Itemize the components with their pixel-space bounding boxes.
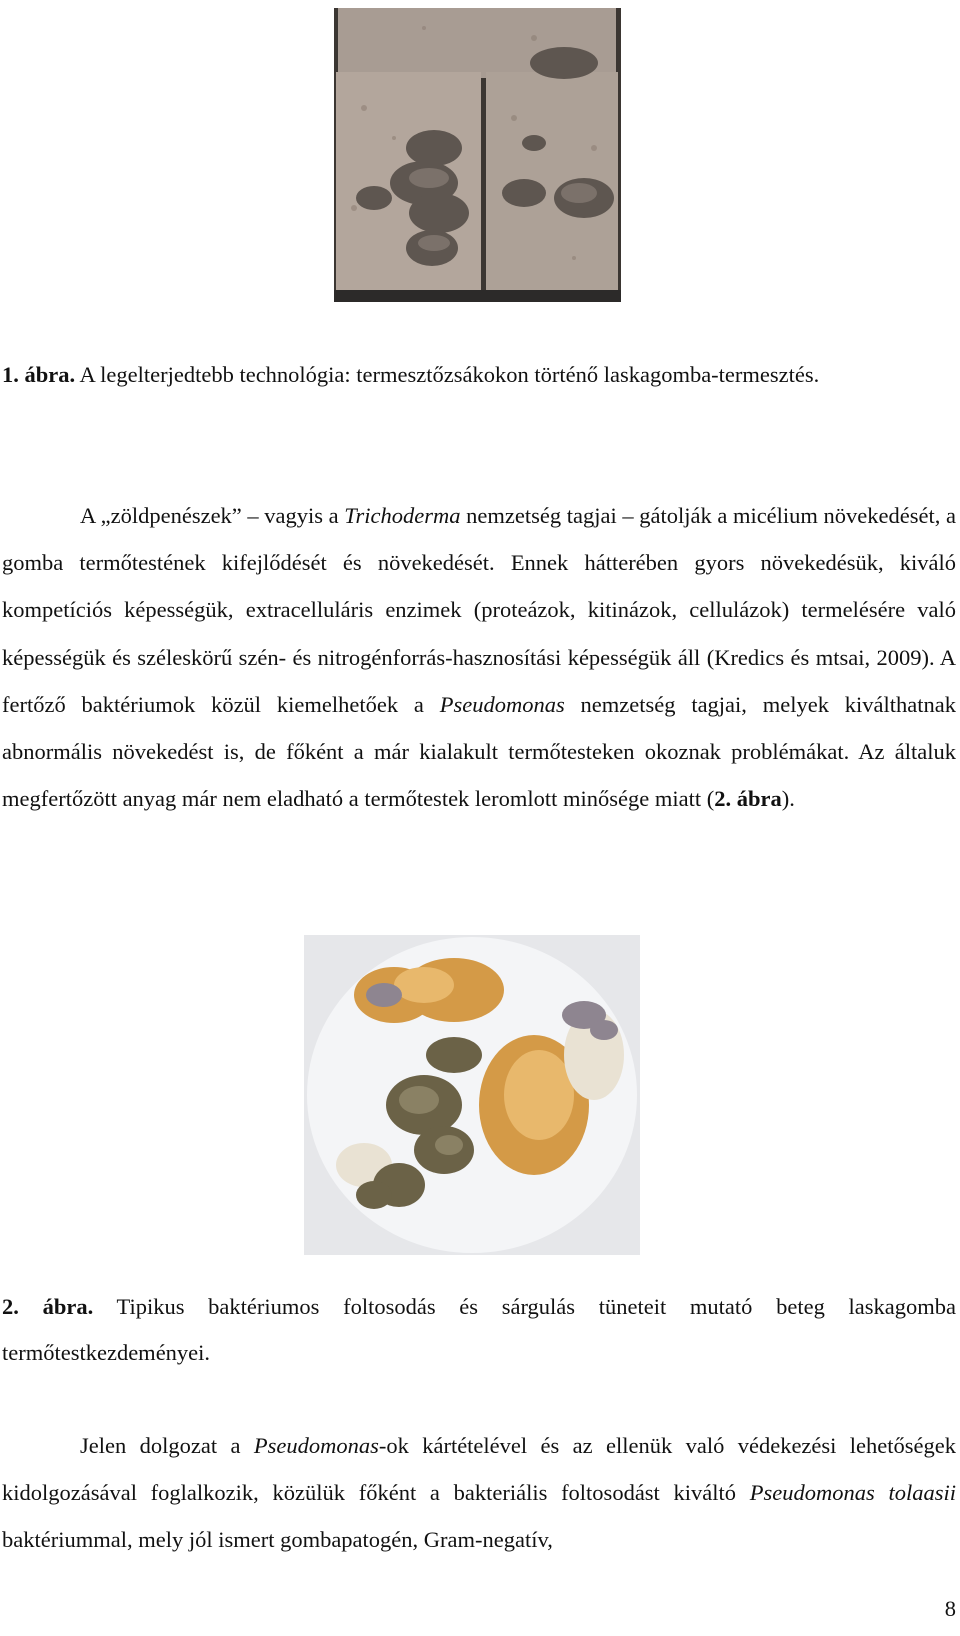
paragraph-1 bbox=[2, 492, 956, 822]
figure-1-caption bbox=[2, 352, 956, 398]
paragraph-1-text-1: A „zöldpenészek” – vagyis a bbox=[80, 503, 345, 528]
figure-2-photo bbox=[304, 935, 640, 1255]
pseudomonas-italic: Pseudomonas bbox=[253, 1433, 379, 1458]
paragraph-2 bbox=[2, 1422, 956, 1564]
paragraph-1-text-2: nemzetség tagjai – gátolják a micélium növekedését, a gomba termőtestének kifejlődését és növekedését. Ennek hátterében gyors növekedésük, kiváló kompetíciós képességük, extracelluláris enzimek (proteázok, kitinázok, cellulázok) termelésére való képességük és széleskörű szén- és nitrogénforrás-hasznosítási képességük áll (Kredics és mtsai, 2009). A fertőző baktériumok közül kiemelhetőek a bbox=[2, 503, 956, 717]
figure-2-caption-text: Tipikus baktériumos foltosodás és sárgulás tüneteit mutató beteg laskagomba termőtestkezdeményei. bbox=[2, 1294, 956, 1365]
paragraph-2-text-2: -ok kártételével és az ellenük való védekezési lehetőségek kidolgozásával foglalkozik, közülük főként a bakteriális foltosodást kiváltó bbox=[2, 1433, 956, 1506]
pseudomonas-italic: Pseudomonas bbox=[439, 691, 565, 717]
paragraph-1-text-3: nemzetség tagjai, melyek kiválthatnak abnormális növekedést is, de főként a már kialakult termőtesteken okoznak problémákat. Az általuk megfertőzött anyag már nem eladható a termőtestek leromlott minősége miatt ( bbox=[2, 691, 957, 812]
paragraph-2-text-1: Jelen dolgozat a bbox=[80, 1433, 254, 1458]
pseudomonas-tolaasii-italic: Pseudomonas tolaasii bbox=[749, 1480, 956, 1506]
figure-1-caption-text: A legelterjedtebb technológia: termesztőzsákokon történő laskagomba-termesztés. bbox=[79, 362, 820, 387]
figure-2-label: 2. ábra. bbox=[2, 1294, 94, 1319]
figure-1-label: 1. ábra. bbox=[2, 362, 76, 387]
trichoderma-italic: Trichoderma bbox=[344, 503, 461, 528]
paragraph-2-text-3: baktériummal, mely jól ismert gombapatogén, Gram-negatív, bbox=[2, 1527, 553, 1553]
figure-2-caption bbox=[2, 1284, 956, 1376]
figure-1-photo bbox=[334, 8, 621, 302]
page-number: 8 bbox=[944, 1596, 956, 1621]
paragraph-1-text-4: ). bbox=[781, 786, 795, 812]
figure-2-reference: 2. ábra bbox=[714, 786, 782, 812]
